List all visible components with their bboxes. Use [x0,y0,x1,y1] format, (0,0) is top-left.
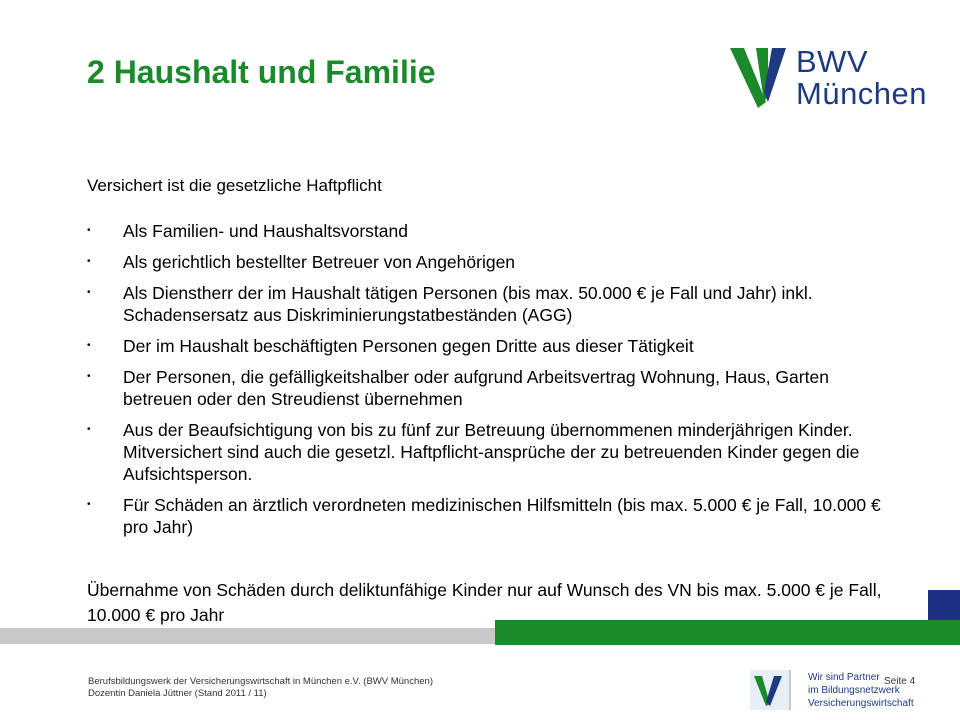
bullet-item: • Der im Haushalt beschäftigten Personen gegen Dritte aus dieser Tätigkeit [87,335,897,357]
footer-text [88,676,433,700]
bullet-item: • Für Schäden an ärztlich verordneten medizinischen Hilfsmitteln (bis max. 5.000 € je Fall, 10.000 € pro Jahr) [87,494,897,538]
bullet-list [87,220,897,547]
logo-line-bwv: BWV [796,44,869,79]
footer-bar-navy [928,590,960,620]
partner-line: Wir sind Partner [808,672,880,683]
bullet-item: • Als Familien- und Haushaltsvorstand [87,220,897,242]
intro-text: Versichert ist die gesetzliche Haftpflicht [87,176,382,195]
bullet-item: • Aus der Beaufsichtigung von bis zu fünf zur Betreuung übernommenen minderjährigen Kinder. Mitversichert sind auch die gesetzl. Haftpflicht-ansprüche der zu betreuenden Kinder gegen die Aufsichtsperson. [87,419,897,485]
footer-bar-grey [0,628,495,644]
footer-line-organization: Berufsbildungswerk der Versicherungswirtschaft in München e.V. (BWV München) [88,676,433,687]
partner-line: im Bildungsnetzwerk [808,685,900,696]
partner-line: Versicherungswirtschaft [808,698,914,709]
bwv-logo-text [796,46,927,110]
closing-text: Übernahme von Schäden durch deliktunfähige Kinder nur auf Wunsch des VN bis max. 5.000 € je Fall, 10.000 € pro Jahr [87,580,882,625]
footer-line-author: Dozentin Daniela Jüttner (Stand 2011 / 11) [88,688,267,699]
logo-line-muenchen: München [796,76,928,111]
page-number: Seite 4 [884,676,916,687]
bullet-item: • Als gerichtlich bestellter Betreuer von Angehörigen [87,251,897,273]
bullet-item: • Der Personen, die gefälligkeitshalber oder aufgrund Arbeitsvertrag Wohnung, Haus, Garten betreuen oder den Streudienst übernehmen [87,366,897,410]
bullet-item: • Als Dienstherr der im Haushalt tätigen Personen (bis max. 50.000 € je Fall und Jahr) inkl. Schadensersatz aus Diskriminierungstatbeständen (AGG) [87,282,897,326]
footer-bar-green [495,620,960,645]
slide-title: 2 Haushalt und Familie [87,54,436,90]
